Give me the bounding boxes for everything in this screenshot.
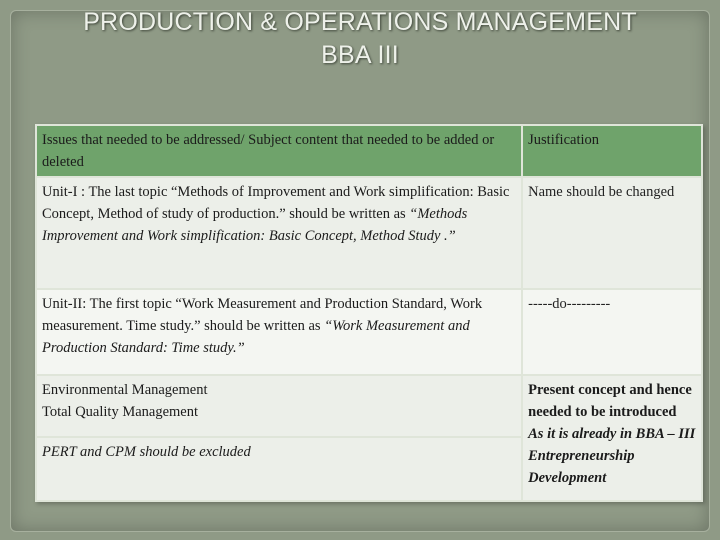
header-justification: Justification (522, 125, 702, 177)
row1-issue (36, 177, 522, 289)
row3-issue (36, 375, 522, 437)
row4-justification: As it is already in BBA – III Entrepreneurship Development (528, 426, 696, 486)
title-line-2: BBA III (321, 41, 399, 69)
row2-justification: -----do--------- (522, 289, 702, 375)
row3-line-1: Environmental Management (42, 382, 208, 398)
row2-issue (36, 289, 522, 375)
table-row (36, 289, 702, 375)
row3-4-justification (522, 375, 702, 501)
row1-justification: Name should be changed (522, 177, 702, 289)
row2-text: Unit-II: The first topic “Work Measurement and Production Standard, Work measurement. Time study.” should be written as (42, 296, 483, 334)
row4-issue: PERT and CPM should be excluded (36, 437, 522, 501)
header-issues: Issues that needed to be addressed/ Subject content that needed to be added or deleted (36, 125, 522, 177)
table-row (36, 177, 702, 289)
content-table (35, 124, 703, 502)
title-line-1: PRODUCTION & OPERATIONS MANAGEMENT (83, 8, 637, 36)
row3-justification: Present concept and hence needed to be introduced (528, 382, 692, 420)
table-row (36, 375, 702, 437)
row1-text: Unit-I : The last topic “Methods of Improvement and Work simplification: Basic Concept, Method of study of production.” should be written as (42, 184, 510, 222)
table-header-row (36, 125, 702, 177)
slide-title (0, 6, 720, 72)
row3-line-2: Total Quality Management (42, 404, 199, 420)
row2-italic: “Work Measurement and Production Standard: Time study.” (42, 318, 470, 356)
row1-italic: “Methods Improvement and Work simplification: Basic Concept, Method Study .” (42, 206, 468, 244)
